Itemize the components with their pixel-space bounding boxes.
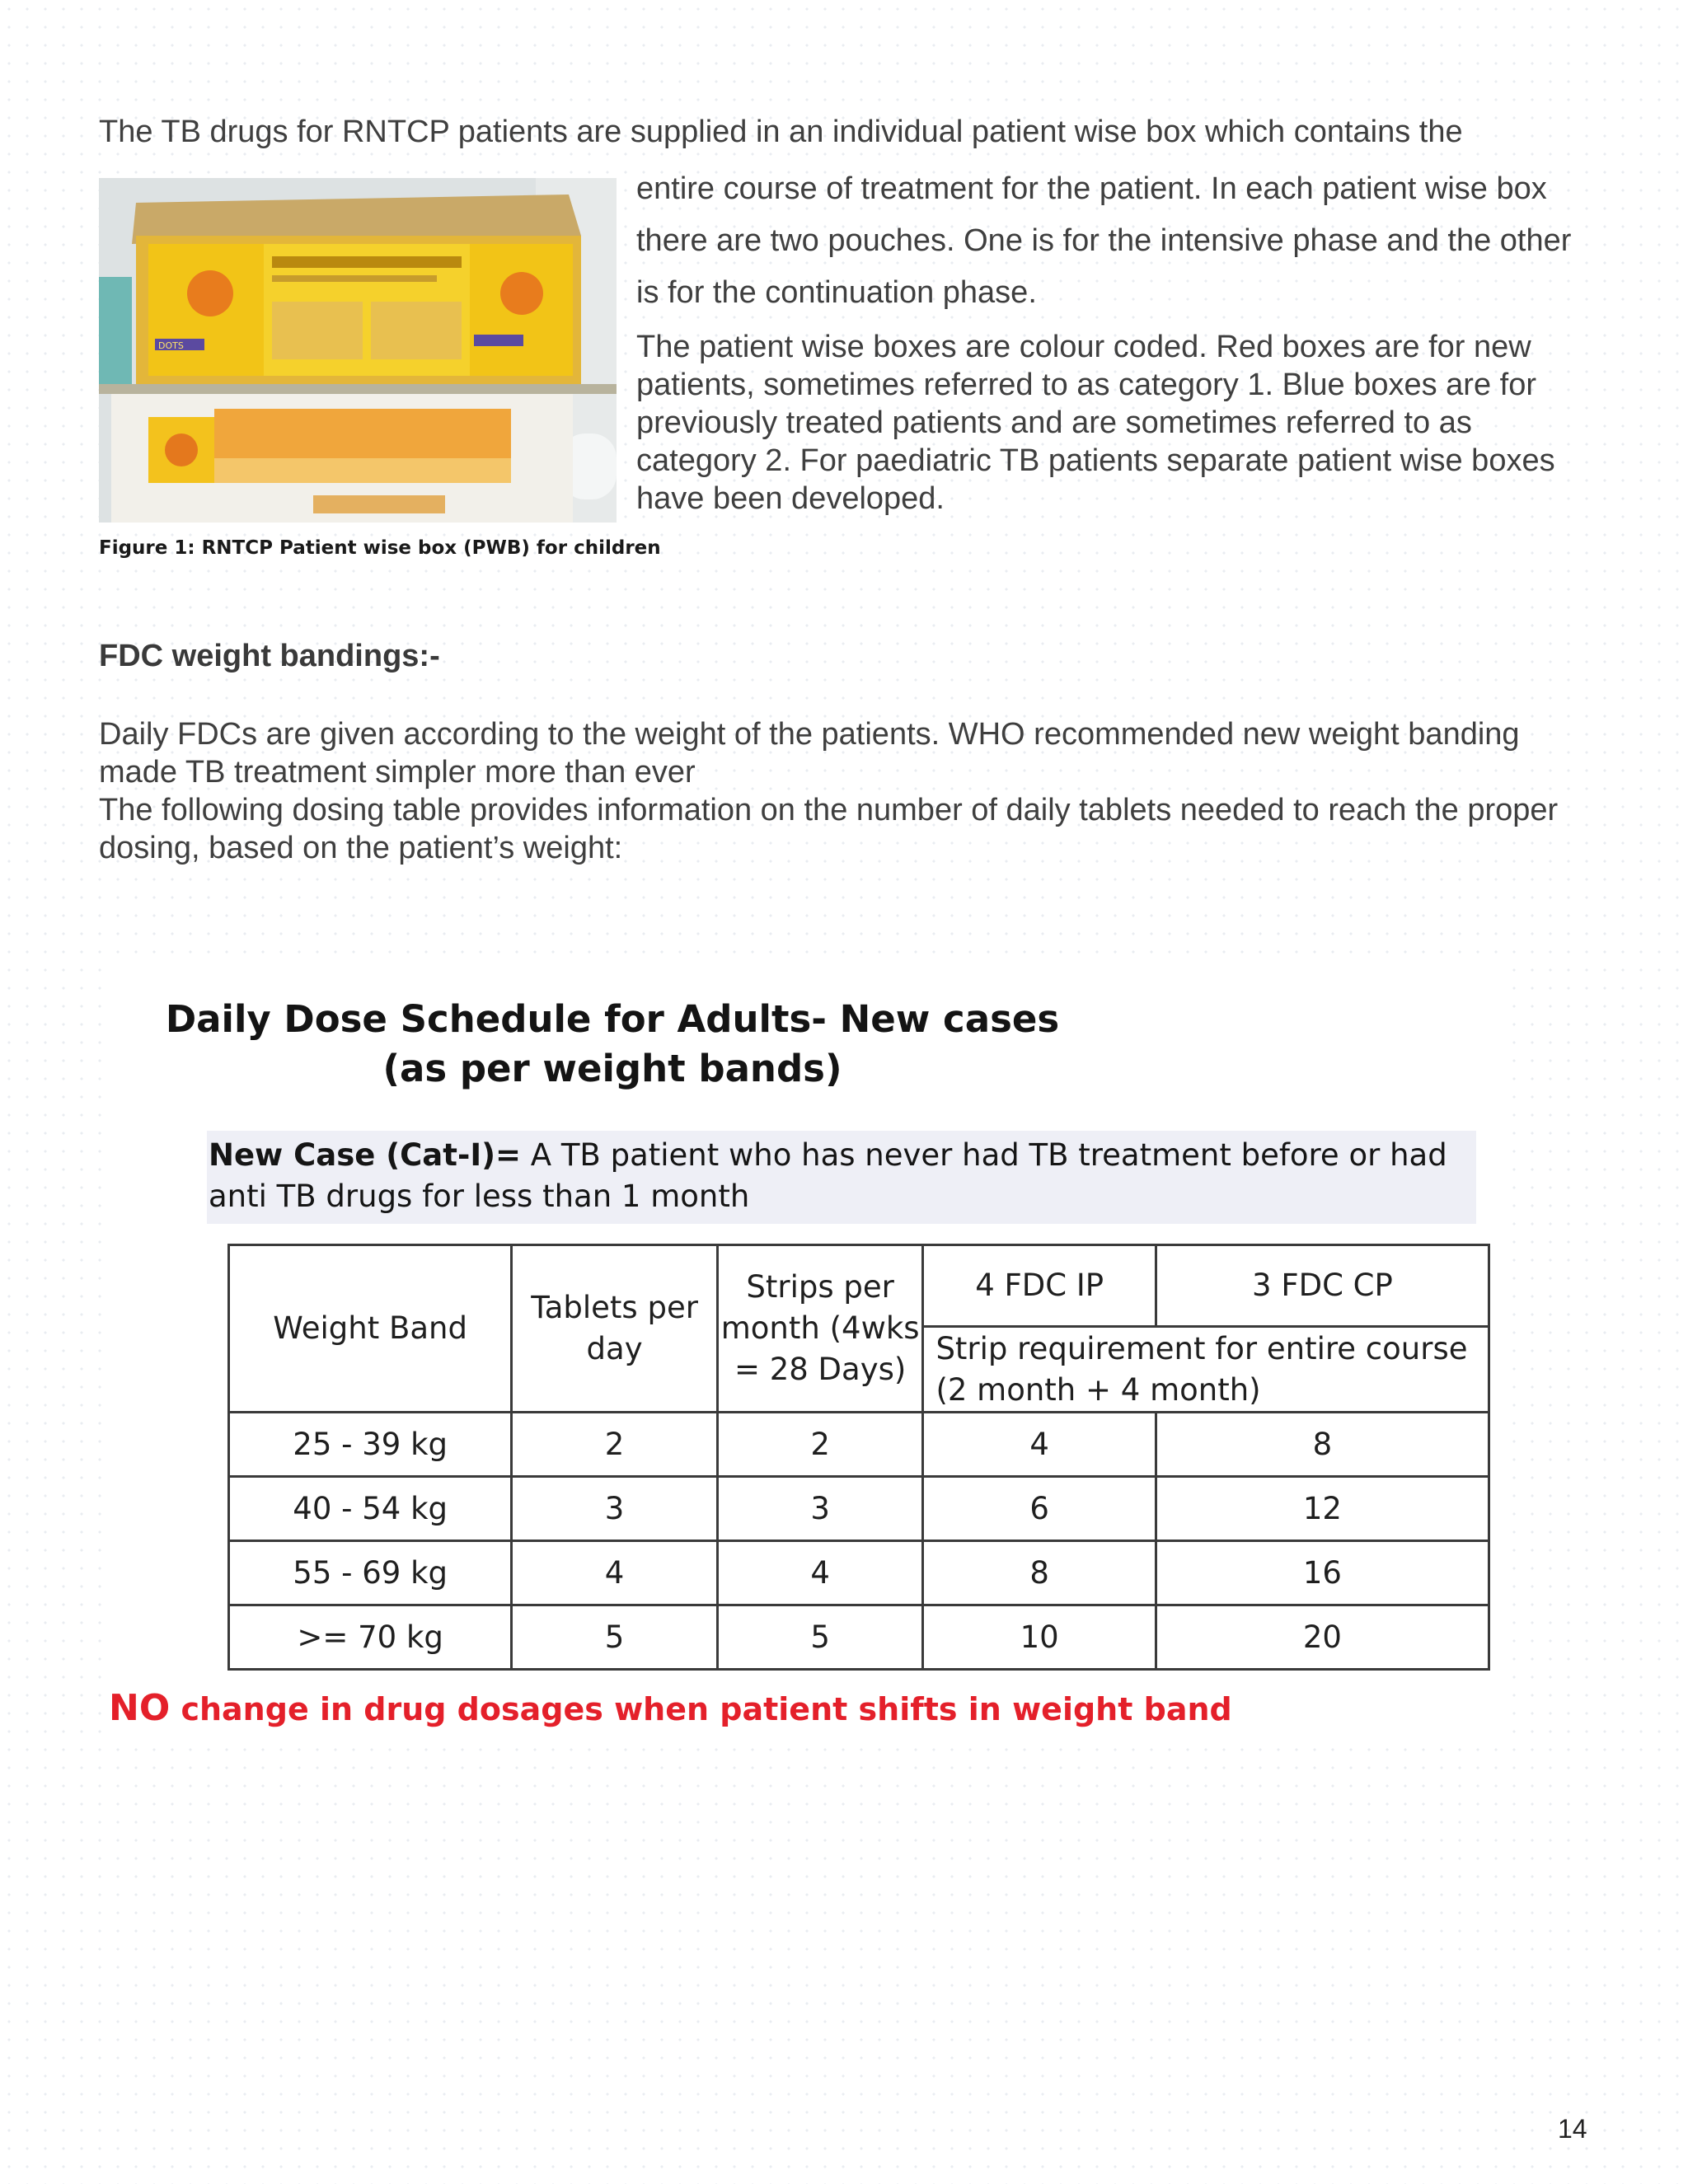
cell-strips: 3 — [717, 1477, 923, 1541]
table-row — [229, 1477, 1489, 1541]
header-4fdc-ip: 4 FDC IP — [923, 1245, 1156, 1327]
cell-fdc-cp: 12 — [1156, 1477, 1489, 1541]
cell-strips: 4 — [717, 1541, 923, 1605]
dose-schedule-image — [106, 954, 1500, 1735]
cell-weight-band: 25 - 39 kg — [229, 1413, 512, 1477]
cell-weight-band: 55 - 69 kg — [229, 1541, 512, 1605]
table-row — [229, 1541, 1489, 1605]
section-heading: FDC weight bandings:- — [99, 639, 440, 673]
header-strip-requirement: Strip requirement for entire course (2 month + 4 month) — [923, 1327, 1489, 1413]
cell-fdc-ip: 10 — [923, 1605, 1156, 1670]
cell-strips: 2 — [717, 1413, 923, 1477]
dosage-note — [109, 1687, 1232, 1729]
definition-term: New Case (Cat-I)= — [209, 1137, 521, 1173]
cell-fdc-ip: 6 — [923, 1477, 1156, 1541]
fdc-paragraph-1: Daily FDCs are given according to the weight of the patients. WHO recommended new weight banding made TB treatment simpler more than ever — [99, 717, 1520, 790]
fdc-paragraph-2: The following dosing table provides information on the number of daily tablets needed to reach the proper dosing, based on the patient’s weight: — [99, 793, 1559, 865]
header-weight-band: Weight Band — [229, 1245, 512, 1413]
cell-tablets: 5 — [512, 1605, 718, 1670]
cell-fdc-cp: 8 — [1156, 1413, 1489, 1477]
header-strips-per-month: Strips per month (4wks = 28 Days) — [717, 1245, 923, 1413]
cell-weight-band: 40 - 54 kg — [229, 1477, 512, 1541]
schedule-title-line1: Daily Dose Schedule for Adults- New cases — [165, 997, 1060, 1041]
fdc-paragraph — [99, 715, 1582, 867]
header-3fdc-cp: 3 FDC CP — [1156, 1245, 1489, 1327]
page-number: 14 — [1558, 2114, 1587, 2144]
definition-text: A TB patient who has never had TB treatment before or had anti TB drugs for less than 1 month — [209, 1137, 1447, 1214]
schedule-title-line2: (as per weight bands) — [382, 1047, 842, 1090]
table-row — [229, 1413, 1489, 1477]
cell-tablets: 4 — [512, 1541, 718, 1605]
new-case-definition — [207, 1131, 1476, 1224]
dose-table — [227, 1244, 1490, 1671]
cell-fdc-cp: 20 — [1156, 1605, 1489, 1670]
cell-tablets: 3 — [512, 1477, 718, 1541]
table-row — [229, 1605, 1489, 1670]
figure-caption: Figure 1: RNTCP Patient wise box (PWB) for children — [99, 537, 661, 559]
box-contents-paragraph: entire course of treatment for the patient. In each patient wise box there are two pouches. One is for the intensive phase and the other is for the continuation phase. — [636, 171, 1572, 310]
dosage-note-emphasis: NO — [109, 1687, 171, 1729]
box-brand-label: DOTS — [158, 340, 184, 351]
cell-weight-band: >= 70 kg — [229, 1605, 512, 1670]
colour-code-paragraph: The patient wise boxes are colour coded. Red boxes are for new patients, sometimes referred to as category 1. Blue boxes are for previously treated patients and are sometimes referred to as category 2. For paediatric TB patients separate patient wise boxes have been developed. — [636, 330, 1555, 516]
patient-wise-box-photo — [99, 178, 617, 523]
intro-line: The TB drugs for RNTCP patients are supplied in an individual patient wise box which contains the — [99, 115, 1463, 149]
header-tablets-per-day: Tablets per day — [512, 1245, 718, 1413]
cell-fdc-ip: 8 — [923, 1541, 1156, 1605]
cell-tablets: 2 — [512, 1413, 718, 1477]
schedule-title — [106, 995, 1119, 1094]
cell-fdc-cp: 16 — [1156, 1541, 1489, 1605]
table-header-row — [229, 1245, 1489, 1327]
cell-fdc-ip: 4 — [923, 1413, 1156, 1477]
cell-strips: 5 — [717, 1605, 923, 1670]
dosage-note-text: change in drug dosages when patient shifts in weight band — [170, 1691, 1232, 1727]
